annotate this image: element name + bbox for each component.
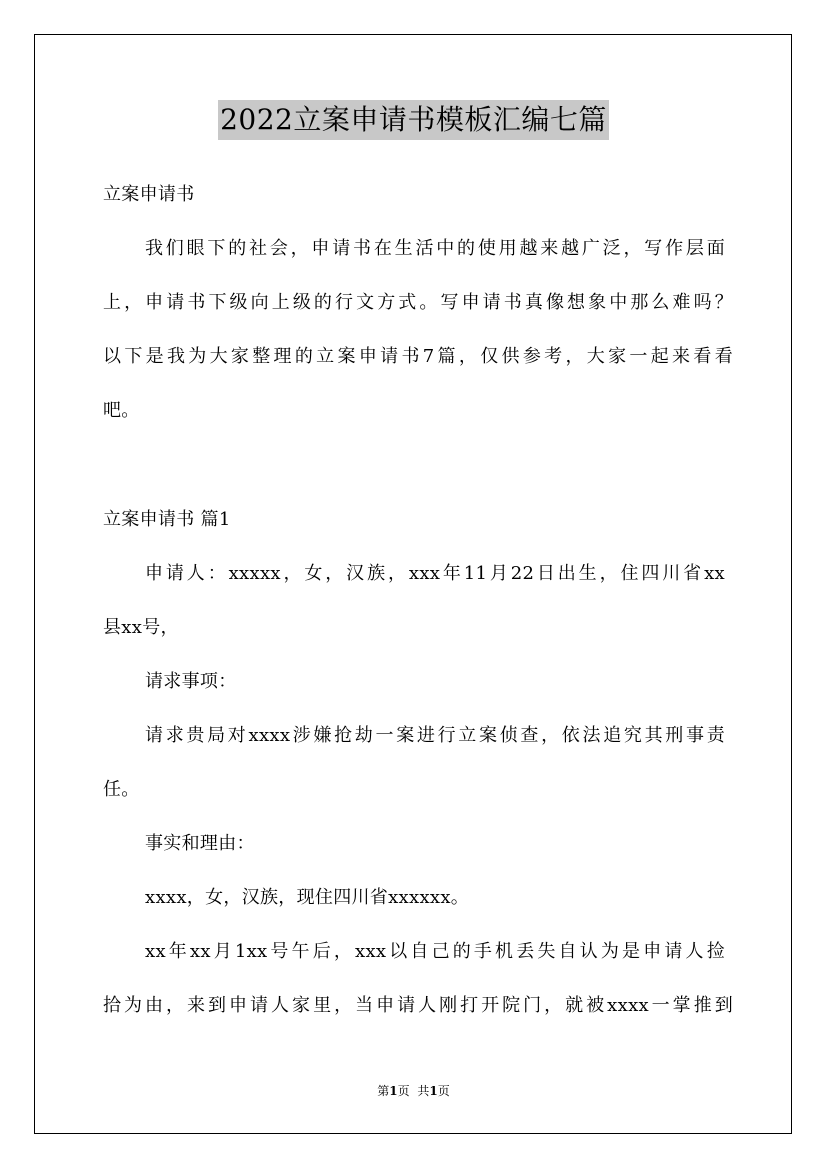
page-footer (0, 1083, 827, 1099)
request-line-1: 请求贵局对xxxx涉嫌抢劫一案进行立案侦查，依法追究其刑事责 (145, 725, 725, 746)
page-label-prefix: 第 (377, 1084, 390, 1098)
document-heading: 立案申请书 (103, 184, 195, 205)
page-label-suffix: 页 (397, 1084, 410, 1098)
total-pages: 1 (429, 1084, 438, 1098)
applicant-line-2: 县xx号， (103, 617, 179, 638)
facts-label: 事实和理由： (145, 833, 255, 854)
total-label-prefix: 共 (417, 1084, 430, 1098)
request-label: 请求事项： (145, 671, 237, 692)
facts-line-3: 拾为由，来到申请人家里，当申请人刚打开院门，就被xxxx一掌推到 (103, 995, 733, 1016)
page-number: 1 (389, 1084, 398, 1098)
title-container (0, 100, 827, 140)
intro-line-4: 吧。 (103, 400, 140, 421)
facts-line-2: xx年xx月1xx号午后，xxx以自己的手机丢失自认为是申请人捡 (145, 941, 725, 962)
intro-line-3: 以下是我为大家整理的立案申请书7篇，仅供参考，大家一起来看看 (103, 346, 733, 367)
intro-line-1: 我们眼下的社会，申请书在生活中的使用越来越广泛，写作层面 (145, 238, 725, 259)
section-heading: 立案申请书 篇1 (103, 509, 231, 530)
facts-line-1: xxxx，女，汉族，现住四川省xxxxxx。 (145, 887, 470, 908)
intro-line-2: 上，申请书下级向上级的行文方式。写申请书真像想象中那么难吗？ (103, 292, 733, 313)
applicant-line-1: 申请人：xxxxx，女，汉族，xxx年11月22日出生，住四川省xx (145, 563, 725, 584)
document-title: 2022立案申请书模板汇编七篇 (218, 100, 609, 140)
total-label-suffix: 页 (437, 1084, 450, 1098)
request-line-2: 任。 (103, 779, 140, 800)
